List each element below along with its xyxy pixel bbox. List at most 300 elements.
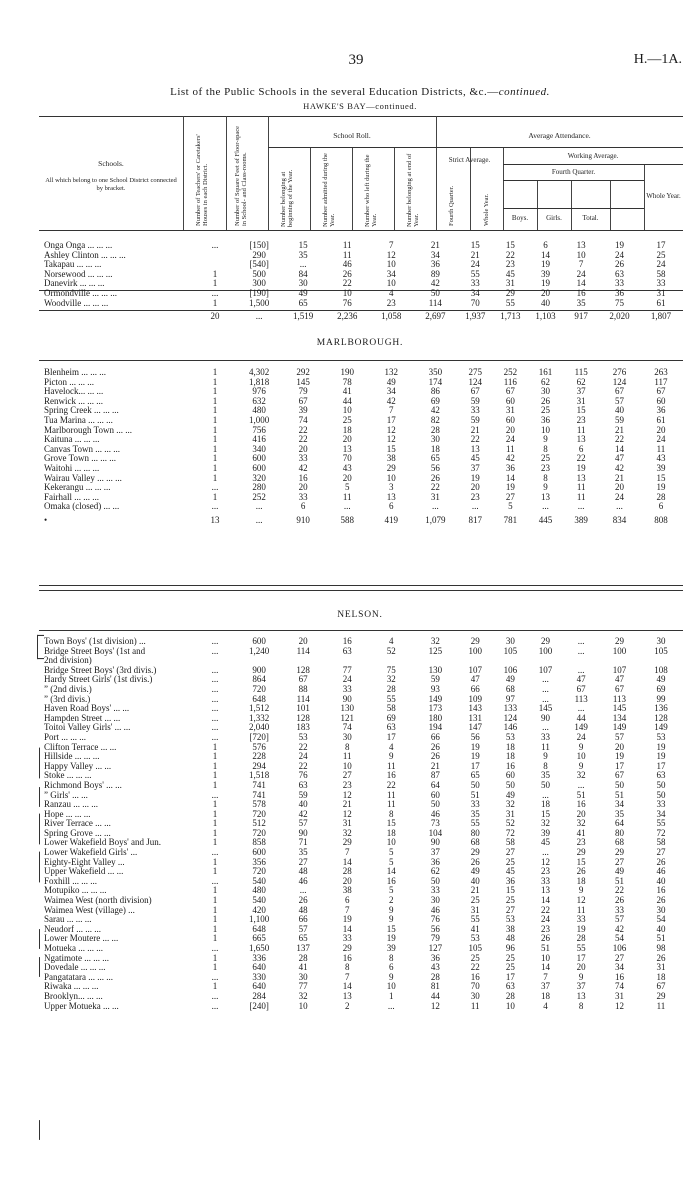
value-cell: 67 — [614, 684, 624, 694]
value-cell: 13 — [210, 514, 220, 525]
school-name-cell: Hampden Street ... ... — [44, 713, 121, 723]
value-cell: 35 — [298, 848, 308, 858]
value-cell: 10 — [541, 425, 550, 435]
value-cell: 15 — [576, 406, 586, 416]
value-cell: 24 — [614, 492, 624, 502]
value-cell — [193, 656, 237, 666]
value-cell: 52 — [505, 819, 515, 829]
value-cell: 46 — [656, 867, 666, 877]
value-cell: 27 — [505, 848, 515, 858]
value-cell: 13 — [576, 991, 586, 1001]
value-cell: 9 — [578, 886, 584, 896]
value-cell: 2 — [389, 896, 394, 906]
value-cell: 864 — [252, 675, 266, 685]
value-cell: 16 — [342, 953, 352, 963]
value-cell: 60 — [505, 771, 515, 781]
value-cell: 15 — [576, 857, 586, 867]
school-name-cell: Neudorf ... ... ... — [44, 924, 101, 934]
value-cell: 50 — [430, 800, 440, 810]
value-cell: 63 — [342, 646, 352, 656]
value-cell: 107 — [612, 665, 627, 675]
value-cell: 33 — [541, 876, 550, 886]
value-cell: ... — [542, 675, 549, 685]
value-cell: 45 — [541, 838, 550, 848]
value-cell: 9 — [389, 915, 394, 925]
value-cell: 1 — [212, 819, 218, 829]
value-cell: 70 — [470, 298, 480, 308]
value-cell: 50 — [505, 780, 515, 790]
value-cell: 33 — [614, 279, 624, 289]
value-cell: 12 — [430, 1001, 440, 1011]
value-cell: 59 — [614, 415, 624, 425]
value-cell: 1 — [212, 396, 218, 406]
value-cell: 40 — [614, 406, 624, 416]
value-cell: 24 — [614, 250, 624, 260]
value-cell: 10 — [342, 288, 352, 298]
value-cell: 6 — [543, 241, 548, 250]
school-name-cell: Canvas Town ... ... ... — [44, 444, 120, 454]
value-cell: 23 — [541, 867, 550, 877]
value-cell: 720 — [252, 809, 266, 819]
school-name-cell: Ranzau ... ... ... — [44, 800, 98, 810]
value-cell: ... — [211, 665, 219, 675]
value-cell: 42 — [430, 406, 440, 416]
table-row — [44, 695, 682, 705]
value-cell: 1,240 — [248, 646, 270, 656]
value-cell: 67 — [656, 982, 666, 992]
value-cell: 22 — [298, 761, 308, 771]
value-cell: 30 — [298, 972, 308, 982]
value-cell: 24 — [656, 260, 666, 270]
value-cell: 32 — [342, 828, 352, 838]
section-rule — [39, 630, 683, 631]
value-cell: 19 — [541, 260, 550, 270]
value-cell: 37 — [541, 982, 550, 992]
school-name-cell: Motupiko ... ... ... — [44, 886, 107, 896]
value-cell: 35 — [298, 250, 308, 260]
value-cell: 445 — [538, 514, 553, 525]
value-cell: 15 — [541, 809, 550, 819]
value-cell: 22 — [541, 905, 550, 915]
value-cell: 17 — [614, 761, 624, 771]
value-cell: 665 — [252, 934, 266, 944]
district-bracket — [37, 635, 44, 659]
value-cell: 11 — [386, 800, 396, 810]
value-cell: 10 — [342, 406, 352, 416]
value-cell: 124 — [503, 713, 518, 723]
value-cell: 62 — [430, 867, 440, 877]
value-cell: 33 — [656, 279, 666, 289]
value-cell: 114 — [428, 298, 442, 308]
value-cell: 13 — [576, 435, 586, 445]
value-cell: 21 — [614, 473, 624, 483]
value-cell: 420 — [252, 905, 266, 915]
value-cell: 54 — [614, 934, 624, 944]
value-cell: 14 — [505, 473, 515, 483]
value-cell: 5 — [389, 848, 394, 858]
value-cell: 22 — [470, 435, 480, 445]
value-cell: 1 — [212, 934, 218, 944]
value-cell: 25 — [505, 896, 515, 906]
value-cell: ... — [211, 704, 219, 714]
value-cell: 11 — [386, 761, 396, 771]
value-cell: ... — [211, 723, 219, 733]
value-cell: 12 — [342, 790, 352, 800]
value-cell: 11 — [342, 250, 352, 260]
value-cell: 63 — [298, 780, 308, 790]
value-cell: 12 — [614, 1001, 624, 1011]
value-cell: ... — [211, 684, 219, 694]
value-cell: 17 — [656, 241, 666, 250]
value-cell: 107 — [538, 665, 553, 675]
district-bracket — [39, 814, 45, 845]
nelson-table — [44, 637, 682, 1011]
school-name-cell: 2nd division) — [44, 656, 92, 666]
value-cell: 294 — [252, 761, 266, 771]
school-name-cell: Richmond Boys' ... ... — [44, 780, 122, 790]
value-cell: 2 — [344, 1001, 350, 1011]
value-cell: 42 — [298, 463, 308, 473]
value-cell: 51 — [470, 790, 480, 800]
value-cell: 17 — [386, 732, 396, 742]
value-cell: 40 — [541, 298, 550, 308]
value-cell: 18 — [576, 876, 586, 886]
value-cell: 31 — [576, 396, 586, 406]
school-name-cell: Dovedale ... ... ... — [44, 963, 106, 973]
value-cell: 50 — [614, 780, 624, 790]
value-cell: 23 — [342, 780, 352, 790]
value-cell: 8 — [543, 761, 548, 771]
value-cell: 82 — [430, 415, 440, 425]
school-name-cell: River Terrace ... ... — [44, 819, 111, 829]
table-row — [44, 896, 682, 906]
school-name-cell: Ormondville ... ... ... — [44, 288, 117, 298]
value-cell: 1 — [212, 279, 218, 289]
value-cell: 33 — [656, 800, 666, 810]
value-cell: 71 — [298, 838, 308, 848]
school-name-cell: Haven Road Boys' ... ... — [44, 704, 130, 714]
value-cell: 63 — [386, 723, 396, 733]
value-cell: 26 — [656, 953, 666, 963]
value-cell: 49 — [470, 867, 480, 877]
value-cell: 33 — [430, 886, 440, 896]
value-cell: ... — [471, 502, 479, 512]
value-cell: 149 — [428, 694, 443, 704]
value-cell — [599, 656, 640, 666]
school-name-cell: Town Boys' (1st division) ... — [44, 637, 146, 646]
table-row — [44, 963, 682, 973]
value-cell — [325, 656, 369, 666]
value-cell: 29 — [541, 637, 550, 646]
col-roll-end: Number belonging at end of Year. — [406, 153, 420, 227]
value-cell: 21 — [614, 425, 624, 435]
value-cell: 13 — [576, 241, 586, 250]
value-cell: 33 — [298, 492, 308, 502]
value-cell: 512 — [252, 819, 266, 829]
value-cell: ... — [211, 732, 219, 742]
value-cell: 1 — [212, 435, 218, 445]
value-cell: 29 — [576, 848, 586, 858]
table-row — [44, 289, 682, 299]
table-row — [44, 743, 682, 753]
value-cell: 30 — [656, 905, 666, 915]
value-cell: 55 — [656, 819, 666, 829]
value-cell: 8 — [578, 1001, 584, 1011]
value-cell: 52 — [386, 646, 396, 656]
value-cell: 3 — [389, 483, 394, 493]
value-cell: 70 — [470, 982, 480, 992]
value-cell: 1,713 — [500, 311, 521, 322]
value-cell: 36 — [430, 953, 440, 963]
value-cell: 11 — [576, 483, 586, 493]
value-cell: 24 — [505, 435, 515, 445]
value-cell: 22 — [576, 454, 586, 464]
school-name-cell: Kekerangu ... ... ... — [44, 483, 111, 493]
value-cell: 1 — [212, 387, 218, 397]
school-name-cell: Bridge Street Boys' (3rd divis.) — [44, 665, 157, 675]
value-cell: 1 — [212, 800, 218, 810]
value-cell: 51 — [614, 790, 624, 800]
value-cell: 20 — [470, 483, 480, 493]
value-cell: ... — [211, 694, 219, 704]
table-row — [44, 1002, 682, 1012]
school-name-cell: Waimea West (north division) — [44, 896, 152, 906]
value-cell: 39 — [656, 463, 666, 473]
value-cell: 45 — [470, 454, 480, 464]
value-cell: 1,807 — [650, 311, 672, 322]
value-cell: 69 — [430, 396, 440, 406]
value-cell: ... — [211, 991, 219, 1001]
table-row — [44, 992, 682, 1002]
value-cell: 22 — [505, 250, 515, 260]
value-cell: 15 — [386, 819, 396, 829]
value-cell: 62 — [576, 377, 586, 387]
value-cell: 1,500 — [248, 298, 270, 308]
value-cell: 116 — [503, 377, 517, 387]
value-cell: 1 — [212, 473, 218, 483]
value-cell: 18 — [505, 742, 515, 752]
value-cell: ... — [577, 704, 585, 714]
value-cell: 19 — [656, 752, 666, 762]
value-cell: 49 — [298, 288, 308, 298]
value-cell: 16 — [298, 473, 308, 483]
value-cell: 16 — [386, 876, 396, 886]
value-cell: 6 — [344, 896, 350, 906]
value-cell: 1 — [212, 377, 218, 387]
value-cell: [190] — [249, 288, 269, 298]
value-cell: 54 — [656, 915, 666, 925]
value-cell: 26 — [470, 857, 480, 867]
district-bracket — [39, 957, 45, 977]
value-cell: 65 — [298, 934, 308, 944]
value-cell: 24 — [576, 732, 586, 742]
school-name-cell: Pangatatara ... ... ... — [44, 972, 113, 982]
value-cell: 130 — [340, 704, 354, 714]
value-cell: 65 — [470, 771, 480, 781]
value-cell: 66 — [298, 915, 308, 925]
value-cell: 30 — [342, 732, 352, 742]
value-cell: 50 — [430, 288, 440, 298]
value-cell: 49 — [386, 377, 396, 387]
value-cell: 18 — [430, 444, 440, 454]
value-cell: 1 — [212, 298, 218, 308]
value-cell: 4 — [543, 1001, 548, 1011]
table-row — [44, 877, 682, 887]
value-cell: 4 — [389, 742, 394, 752]
value-cell: 15 — [298, 241, 308, 250]
table-row — [44, 502, 682, 512]
value-cell: 38 — [505, 924, 515, 934]
table-row — [44, 251, 682, 261]
header-top-rule — [39, 116, 683, 117]
value-cell: 26 — [298, 896, 308, 906]
value-cell: 21 — [430, 241, 440, 250]
value-cell: 31 — [656, 963, 666, 973]
value-cell: 356 — [252, 857, 266, 867]
value-cell: 1,100 — [248, 915, 270, 925]
value-cell: 4 — [389, 288, 394, 298]
table-row — [44, 378, 682, 388]
col-avg: Average Attendance. — [528, 131, 591, 140]
value-cell: 145 — [296, 377, 310, 387]
page-number: 39 — [348, 52, 364, 68]
value-cell: 74 — [298, 415, 308, 425]
value-cell: 41 — [470, 924, 480, 934]
value-cell: 36 — [656, 406, 666, 416]
value-cell: 47 — [576, 675, 586, 685]
value-cell: 13 — [576, 473, 586, 483]
value-cell: 1,079 — [425, 514, 446, 525]
value-cell: 480 — [252, 886, 266, 896]
value-cell: 42 — [430, 279, 440, 289]
value-cell: 26 — [614, 896, 624, 906]
table-row — [44, 241, 682, 251]
value-cell: 174 — [428, 377, 443, 387]
value-cell: 900 — [252, 665, 266, 675]
value-cell: 59 — [298, 790, 308, 800]
value-cell: 24 — [470, 260, 480, 270]
value-cell: 26 — [541, 396, 550, 406]
value-cell: 11 — [470, 1001, 480, 1011]
value-cell: 73 — [430, 819, 440, 829]
value-cell: 58 — [656, 269, 666, 279]
table-row — [44, 675, 682, 685]
value-cell: 76 — [430, 915, 440, 925]
value-cell: 21 — [470, 250, 480, 260]
value-cell: 14 — [541, 896, 550, 906]
value-cell: 48 — [298, 867, 308, 877]
value-cell: 26 — [576, 867, 586, 877]
value-cell: 69 — [656, 684, 666, 694]
value-cell: 77 — [342, 665, 352, 675]
value-cell: ... — [211, 675, 219, 685]
value-cell — [493, 656, 528, 666]
value-cell: 58 — [505, 838, 515, 848]
value-cell: 19 — [386, 934, 396, 944]
col-boys: Boys. — [511, 214, 529, 222]
value-cell: 79 — [430, 934, 440, 944]
value-cell: 61 — [656, 298, 666, 308]
school-name-cell: • — [44, 514, 48, 525]
value-cell: 66 — [430, 732, 440, 742]
value-cell: 84 — [298, 269, 308, 279]
value-cell: 1 — [212, 761, 218, 771]
value-cell: 37 — [470, 463, 480, 473]
value-cell: 86 — [430, 387, 440, 397]
value-cell: 31 — [505, 809, 515, 819]
school-name-cell: Bridge Street Boys' (1st and — [44, 646, 146, 656]
value-cell: 20 — [576, 963, 586, 973]
value-cell: 36 — [505, 463, 515, 473]
col-teachers: Number of Teachers' or Caretakers' Houses in each District. — [195, 134, 209, 226]
value-cell: 37 — [430, 848, 440, 858]
school-name-cell: Danevirk ... ... ... — [44, 279, 105, 289]
value-cell: 13 — [342, 444, 352, 454]
table-row — [44, 474, 682, 484]
value-cell: 817 — [468, 514, 482, 525]
school-name-cell: Hillside ... ... ... — [44, 752, 100, 762]
table-row — [44, 800, 682, 810]
value-cell: 37 — [576, 982, 586, 992]
value-cell: 31 — [505, 279, 515, 289]
value-cell: 149 — [574, 723, 588, 733]
value-cell: 44 — [576, 713, 586, 723]
school-name-cell: Wairau Valley ... ... ... — [44, 473, 122, 483]
table-row — [44, 435, 682, 445]
value-cell: 22 — [298, 425, 308, 435]
value-cell: 23 — [541, 924, 550, 934]
value-cell: 134 — [612, 713, 627, 723]
value-cell: 35 — [614, 809, 624, 819]
value-cell: 78 — [342, 377, 352, 387]
value-cell: 53 — [656, 732, 666, 742]
value-cell: ... — [577, 646, 585, 656]
value-cell: 19 — [576, 924, 586, 934]
value-cell: 98 — [656, 944, 666, 953]
value-cell: 42 — [386, 396, 396, 406]
value-cell: 42 — [614, 924, 624, 934]
value-cell: 20 — [298, 637, 308, 646]
value-cell: 47 — [470, 675, 480, 685]
school-name-cell: Hope ... ... ... — [44, 809, 91, 819]
value-cell: 20 — [576, 809, 586, 819]
school-name-cell: Waimea West (village) ... — [44, 905, 135, 915]
school-name-cell: Sarau ... ... ... — [44, 915, 92, 925]
school-name-cell: ” (2nd divis.) — [44, 684, 92, 694]
value-cell: 7 — [389, 406, 394, 416]
value-cell: 808 — [654, 514, 668, 525]
value-cell: 22 — [614, 435, 624, 445]
value-cell: 5 — [389, 886, 394, 896]
value-cell: 6 — [658, 502, 664, 512]
table-row — [44, 685, 682, 695]
value-cell: 31 — [656, 288, 666, 298]
value-cell: 20 — [210, 311, 220, 322]
value-cell: 180 — [428, 713, 443, 723]
value-cell: 64 — [430, 780, 440, 790]
value-cell: 113 — [574, 694, 588, 704]
col-roll-left: Number who left during the Year. — [364, 154, 378, 227]
col-floor: Number of Square Feet of Floor-space in School- and Class-rooms. — [234, 125, 248, 226]
value-cell: ... — [577, 665, 585, 675]
value-cell: 1,818 — [248, 377, 270, 387]
table-row — [44, 483, 682, 493]
value-cell: 10 — [386, 260, 396, 270]
value-cell: ... — [299, 886, 307, 896]
col-whole-year: Whole Year. — [646, 192, 681, 200]
value-cell: 16 — [470, 972, 480, 982]
value-cell: ... — [343, 502, 351, 512]
